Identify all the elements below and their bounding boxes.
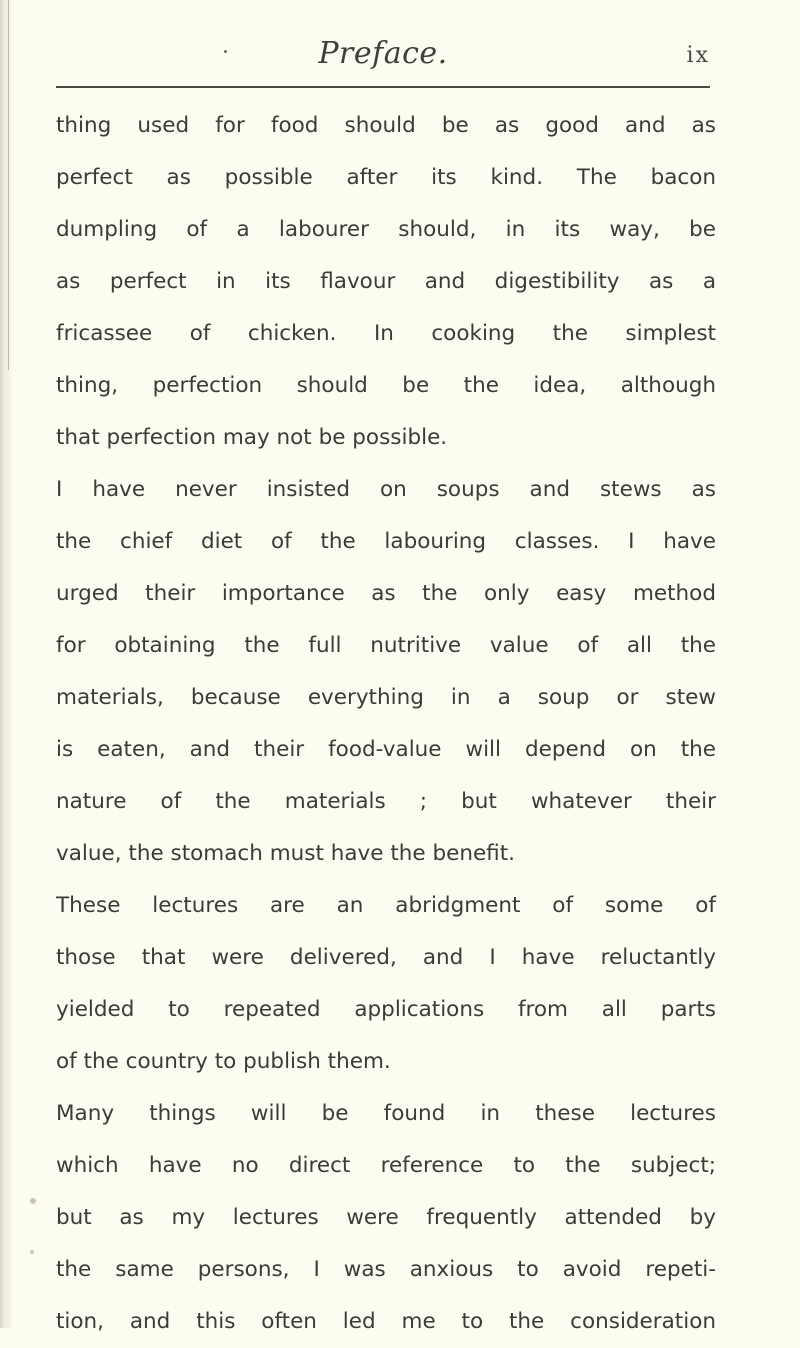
page-gutter-shadow <box>0 0 14 1328</box>
text-line: thing used for food should be as good and as <box>56 113 716 138</box>
text-line: nature of the materials ; but whatever their <box>56 789 716 814</box>
binding-edge-line <box>8 0 9 370</box>
running-title: Preface. <box>318 36 448 71</box>
text-line: materials, because everything in a soup or stew <box>56 685 716 710</box>
paragraph-start-line: Many things will be found in these lectures <box>56 1101 716 1126</box>
text-line: dumpling of a labourer should, in its way, be <box>56 217 716 242</box>
text-line: the chief diet of the labouring classes. I have <box>56 529 716 554</box>
text-line: those that were delivered, and I have reluctantly <box>56 945 716 970</box>
body-text <box>56 100 716 1348</box>
paragraph-start-line: I have never insisted on soups and stews as <box>56 477 716 502</box>
text-line: for obtaining the full nutritive value of all the <box>56 633 716 658</box>
text-line: that perfection may not be possible. <box>56 425 448 450</box>
text-line: yielded to repeated applications from all parts <box>56 997 716 1022</box>
text-line: which have no direct reference to the subject; <box>56 1153 716 1178</box>
page-header <box>56 32 710 80</box>
text-line: urged their importance as the only easy method <box>56 581 716 606</box>
text-line: of the country to publish them. <box>56 1049 391 1074</box>
text-line: as perfect in its flavour and digestibility as a <box>56 269 716 294</box>
header-rule <box>56 86 710 88</box>
paragraph-start-line: These lectures are an abridgment of some of <box>56 893 716 918</box>
page-number: ix <box>686 43 710 68</box>
text-line: value, the stomach must have the benefit. <box>56 841 515 866</box>
text-line: thing, perfection should be the idea, although <box>56 373 716 398</box>
margin-speck <box>30 1198 36 1204</box>
text-line: the same persons, I was anxious to avoid repeti- <box>56 1257 716 1282</box>
text-line: tion, and this often led me to the consideration <box>56 1309 716 1334</box>
margin-speck <box>30 1250 34 1254</box>
text-line: but as my lectures were frequently attended by <box>56 1205 716 1230</box>
text-line: fricassee of chicken. In cooking the simplest <box>56 321 716 346</box>
text-line: perfect as possible after its kind. The bacon <box>56 165 716 190</box>
text-line: is eaten, and their food-value will depend on the <box>56 737 716 762</box>
